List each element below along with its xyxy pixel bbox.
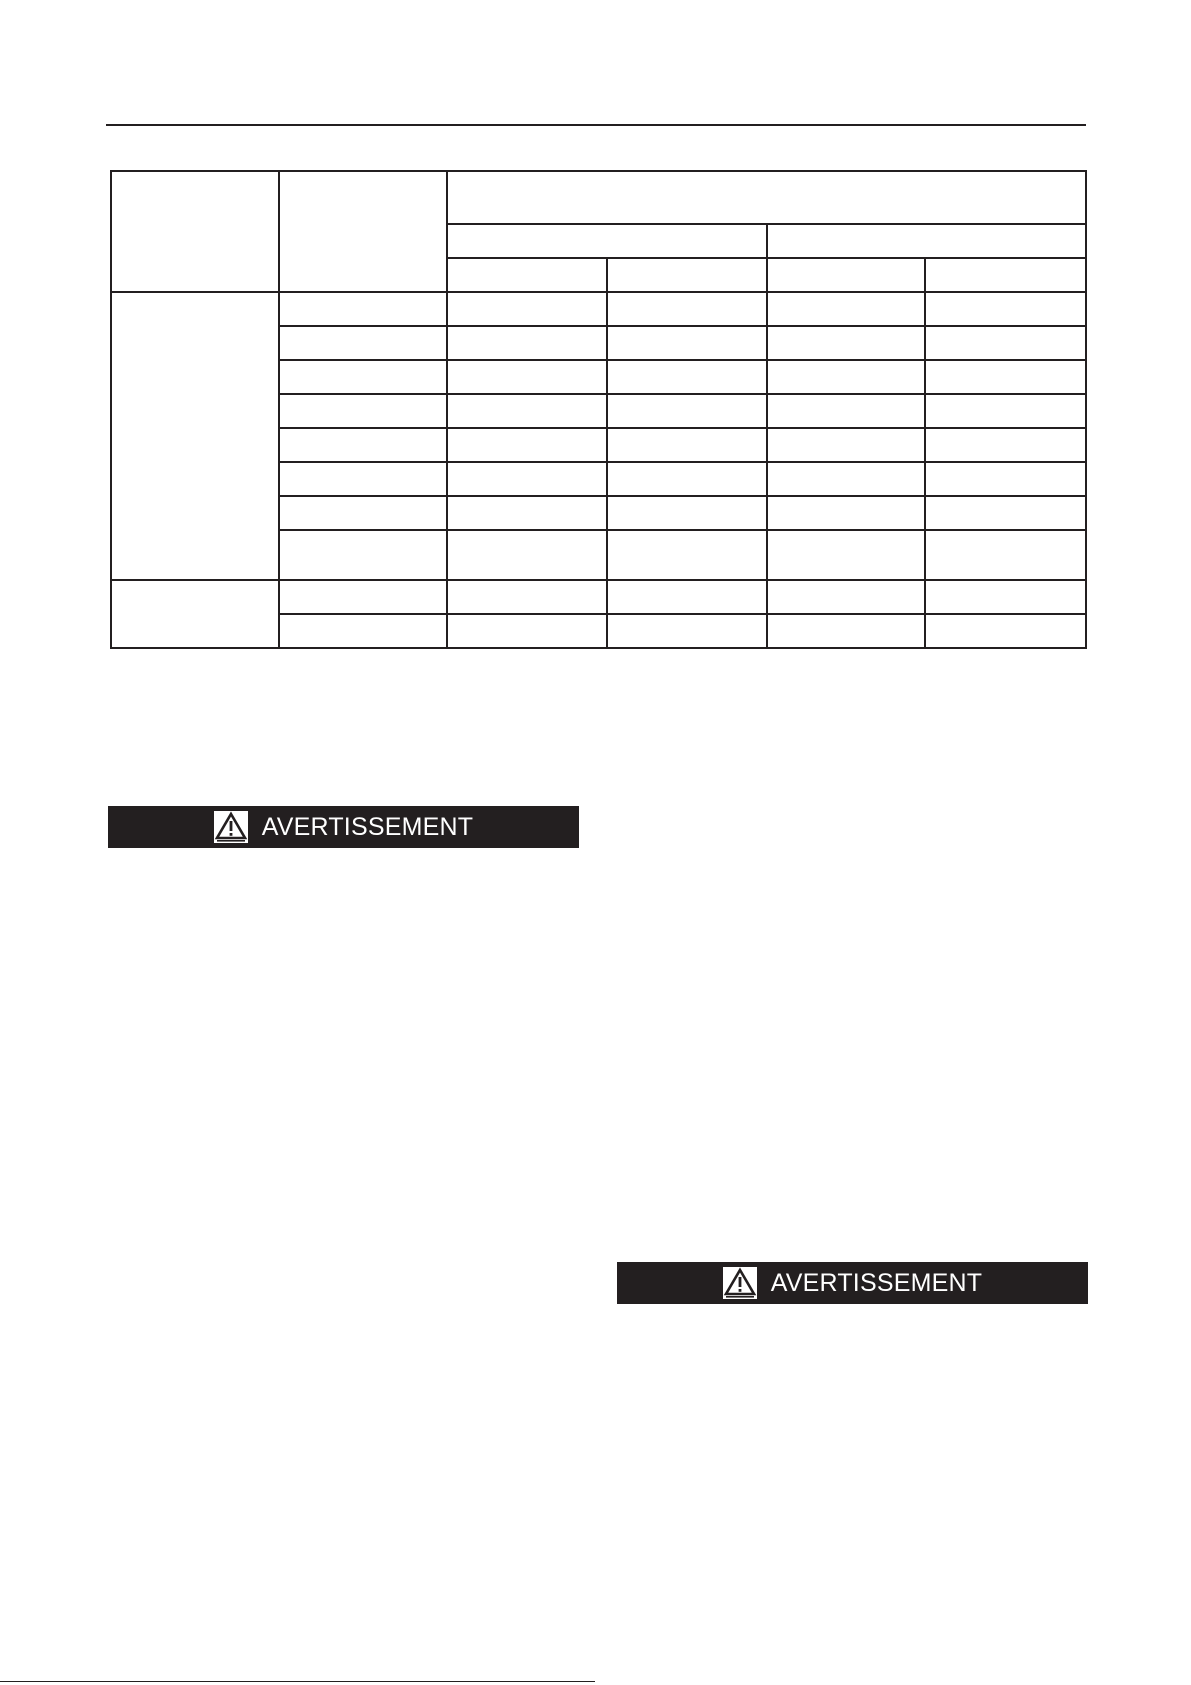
table-cell — [447, 292, 607, 326]
header-cell — [925, 258, 1086, 292]
table-cell — [279, 530, 447, 580]
header-cell — [767, 224, 1086, 258]
table-cell — [607, 326, 767, 360]
table-cell — [447, 496, 607, 530]
table-cell — [925, 326, 1086, 360]
table-header-row — [111, 171, 1086, 224]
header-rule — [106, 124, 1086, 126]
table-cell — [925, 496, 1086, 530]
table-cell — [607, 360, 767, 394]
header-cell — [767, 258, 925, 292]
warning-label: AVERTISSEMENT — [770, 1268, 983, 1297]
table-cell — [607, 394, 767, 428]
header-cell — [447, 171, 1086, 224]
table-cell — [925, 580, 1086, 614]
table-cell — [279, 326, 447, 360]
table-cell — [925, 360, 1086, 394]
header-cell — [111, 171, 279, 292]
table-cell — [447, 394, 607, 428]
table-cell — [279, 496, 447, 530]
table-cell — [607, 580, 767, 614]
table-cell — [925, 462, 1086, 496]
table-cell — [925, 614, 1086, 648]
header-cell — [607, 258, 767, 292]
table-cell — [279, 428, 447, 462]
header-cell — [447, 224, 767, 258]
table-cell — [447, 462, 607, 496]
table-cell — [925, 428, 1086, 462]
table-cell — [447, 614, 607, 648]
warning-triangle-icon — [723, 1267, 757, 1299]
table-cell — [447, 530, 607, 580]
warning-label: AVERTISSEMENT — [261, 812, 474, 841]
spec-table — [110, 170, 1087, 649]
table-cell — [447, 360, 607, 394]
table-cell — [607, 462, 767, 496]
table-row — [111, 292, 1086, 326]
table-cell — [767, 292, 925, 326]
table-cell — [607, 496, 767, 530]
warning-banner — [617, 1262, 1088, 1304]
table-cell — [767, 360, 925, 394]
table-cell — [767, 580, 925, 614]
table-cell — [607, 428, 767, 462]
table-cell — [767, 496, 925, 530]
table-cell — [607, 292, 767, 326]
table-cell — [607, 614, 767, 648]
warning-triangle-icon — [214, 811, 248, 843]
warning-banner — [108, 806, 579, 848]
table-cell — [925, 292, 1086, 326]
table-cell — [279, 394, 447, 428]
table-cell — [279, 614, 447, 648]
group-cell — [111, 292, 279, 580]
table-cell — [279, 580, 447, 614]
table-cell — [767, 428, 925, 462]
table-cell — [279, 462, 447, 496]
table-cell — [447, 326, 607, 360]
table-cell — [447, 580, 607, 614]
footer-rule — [0, 1681, 595, 1682]
table-row — [111, 580, 1086, 614]
header-cell — [447, 258, 607, 292]
table-cell — [279, 360, 447, 394]
table-cell — [767, 394, 925, 428]
table-cell — [607, 530, 767, 580]
table-cell — [925, 530, 1086, 580]
table-cell — [767, 614, 925, 648]
table-cell — [279, 292, 447, 326]
table-cell — [767, 530, 925, 580]
table-cell — [767, 326, 925, 360]
table-cell — [767, 462, 925, 496]
table-cell — [925, 394, 1086, 428]
header-cell — [279, 171, 447, 292]
group-cell — [111, 580, 279, 648]
table-cell — [447, 428, 607, 462]
